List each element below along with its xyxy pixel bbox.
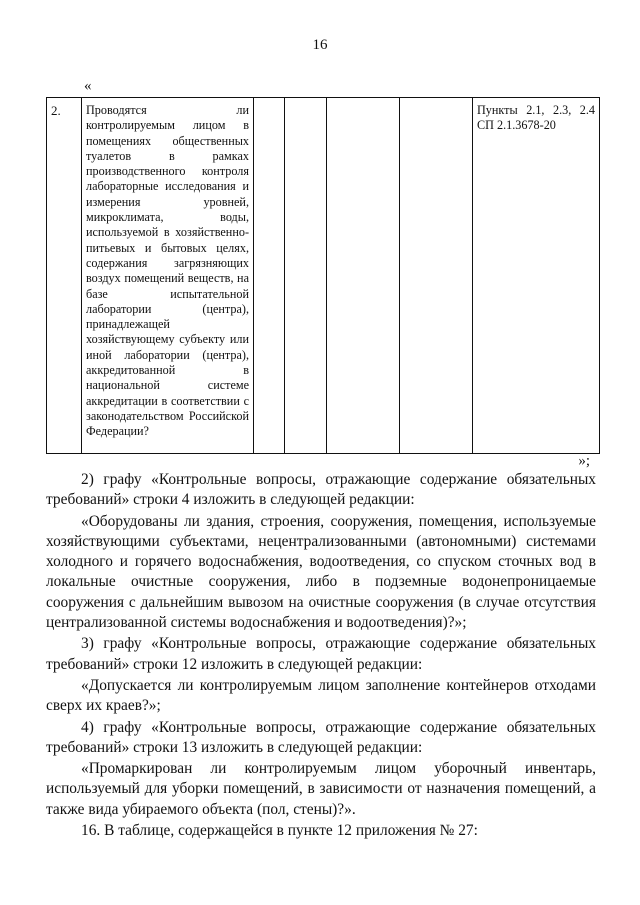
row-number: 2. xyxy=(51,103,61,118)
table-close-quote: »; xyxy=(578,453,590,469)
table-row xyxy=(47,98,600,454)
question-text: Проводятся ли контролируемым лицом в помещениях общественных туалетов в рамках производственного контроля лабораторные исследования и измерения уровней, микроклимата, воды, используемой в хозяйственно-питьевых и бытовых целях, содержания загрязняющих воздух помещений веществ, на базе испытательной лаборатории (центра), принадлежащей хозяйствующему субъекту или иной лаборатории (центра), аккредитованной в национальной системе аккредитации в соответствии с законодательством Российской Федерации? xyxy=(86,103,249,439)
body-text xyxy=(46,470,596,842)
paragraph: «Оборудованы ли здания, строения, сооружения, помещения, используемые хозяйствующими субъектами, нецентрализованными (автономными) системами холодного и горячего водоснабжения, водоотведения, со спуском сточных вод в локальные очистные сооружения, либо в подземные водонепроницаемые сооружения с дальнейшим вывозом на очистные сооружения (в случае отсутствия централизованной системы водоснабжения и водоотведения)?»; xyxy=(46,512,596,632)
question-cell xyxy=(82,98,254,454)
answer-cell-4 xyxy=(400,98,473,454)
table-open-quote: « xyxy=(84,78,92,94)
requirements-table xyxy=(46,97,600,454)
answer-cell-1 xyxy=(254,98,285,454)
row-number-cell xyxy=(47,98,82,454)
reference-text: Пункты 2.1, 2.3, 2.4 СП 2.1.3678-20 xyxy=(477,103,595,133)
paragraph: «Допускается ли контролируемым лицом заполнение контейнеров отходами сверх их краев?»; xyxy=(46,676,596,715)
paragraph: 2) графу «Контрольные вопросы, отражающие содержание обязательных требований» строки 4 изложить в следующей редакции: xyxy=(46,471,596,509)
paragraph: «Промаркирован ли контролируемым лицом уборочный инвентарь, используемый для уборки помещений, в зависимости от назначения помещений, а также вида убираемого объекта (пол, стены)?». xyxy=(46,760,596,818)
page-number: 16 xyxy=(312,37,328,53)
answer-cell-3 xyxy=(327,98,400,454)
paragraph: 16. В таблице, содержащейся в пункте 12 приложения № 27: xyxy=(81,822,478,840)
paragraph: 4) графу «Контрольные вопросы, отражающие содержание обязательных требований» строки 13 изложить в следующей редакции: xyxy=(46,718,596,756)
answer-cell-2 xyxy=(285,98,327,454)
paragraph: 3) графу «Контрольные вопросы, отражающие содержание обязательных требований» строки 12 изложить в следующей редакции: xyxy=(46,635,596,673)
reference-cell xyxy=(473,98,600,454)
